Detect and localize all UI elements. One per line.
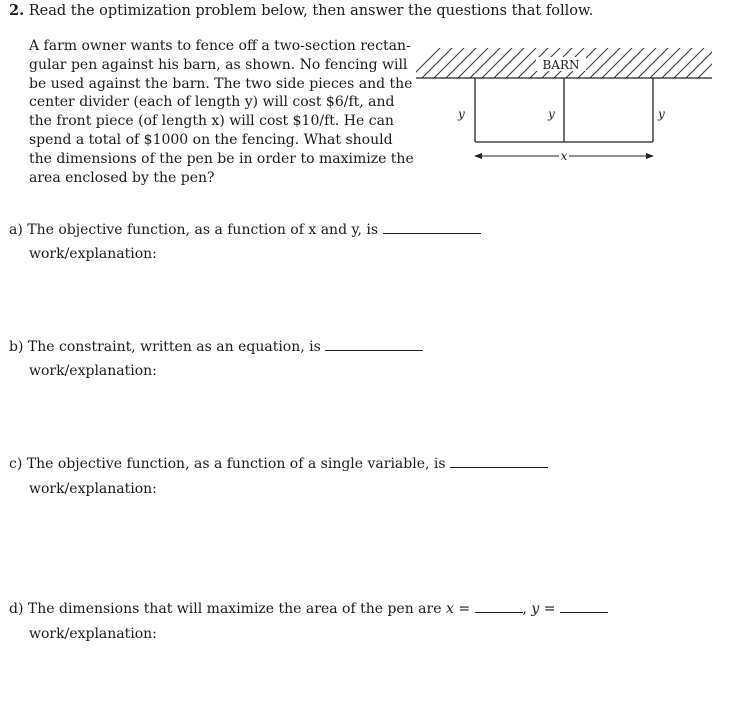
- problem-statement: [29, 37, 414, 187]
- part-b-work-label: work/explanation:: [29, 363, 157, 379]
- problem-line: the front piece (of length x) will cost $10/ft. He can: [29, 113, 394, 130]
- part-c-work-label: work/explanation:: [29, 481, 157, 497]
- part-a-text: The objective function, as a function of x and y, is: [27, 222, 379, 238]
- part-d-work-label: work/explanation:: [29, 626, 157, 642]
- center-divider-label: y: [548, 107, 555, 121]
- problem-line: gular pen against his barn, as shown. No fencing will: [29, 56, 408, 73]
- part-c: [9, 453, 548, 472]
- part-c-text: The objective function, as a function of a single variable, is: [26, 456, 446, 472]
- question-heading: [9, 2, 593, 19]
- question-instruction: Read the optimization problem below, then answer the questions that follow.: [28, 3, 594, 19]
- part-d-y-answer-blank[interactable]: [560, 598, 608, 613]
- part-d-label: d): [9, 601, 24, 617]
- question-number: 2.: [9, 2, 25, 19]
- part-b-answer-blank[interactable]: [325, 336, 423, 351]
- part-d-x-answer-blank[interactable]: [475, 598, 523, 613]
- problem-line: the dimensions of the pen be in order to maximize the: [29, 150, 414, 167]
- problem-line: area enclosed by the pen?: [29, 169, 215, 186]
- part-c-label: c): [9, 456, 23, 472]
- part-b: [9, 336, 423, 355]
- barn-pen-diagram: [410, 42, 720, 172]
- front-length-label: x: [560, 149, 568, 163]
- part-b-label: b): [9, 339, 24, 355]
- part-c-answer-blank[interactable]: [450, 453, 548, 468]
- barn-label: BARN: [542, 58, 580, 72]
- left-side-label: y: [458, 107, 465, 121]
- part-a-answer-blank[interactable]: [383, 219, 481, 234]
- part-a-label: a): [9, 222, 23, 238]
- problem-line: center divider (each of length y) will cost $6/ft, and: [29, 94, 395, 111]
- pen-fence: [475, 78, 653, 142]
- problem-line: A farm owner wants to fence off a two-section rectan-: [29, 38, 411, 54]
- part-a: [9, 219, 481, 238]
- part-a-work-label: work/explanation:: [29, 246, 157, 262]
- part-d-y-equals: y =: [531, 601, 556, 617]
- part-d: [9, 598, 608, 617]
- part-d-separator: ,: [522, 601, 527, 617]
- right-side-label: y: [658, 107, 665, 121]
- problem-line: spend a total of $1000 on the fencing. What should: [29, 131, 393, 148]
- problem-line: be used against the barn. The two side pieces and the: [29, 75, 413, 92]
- part-d-x-equals: x =: [445, 601, 471, 617]
- part-d-text: The dimensions that will maximize the area of the pen are: [27, 601, 442, 617]
- part-b-text: The constraint, written as an equation, is: [27, 339, 321, 355]
